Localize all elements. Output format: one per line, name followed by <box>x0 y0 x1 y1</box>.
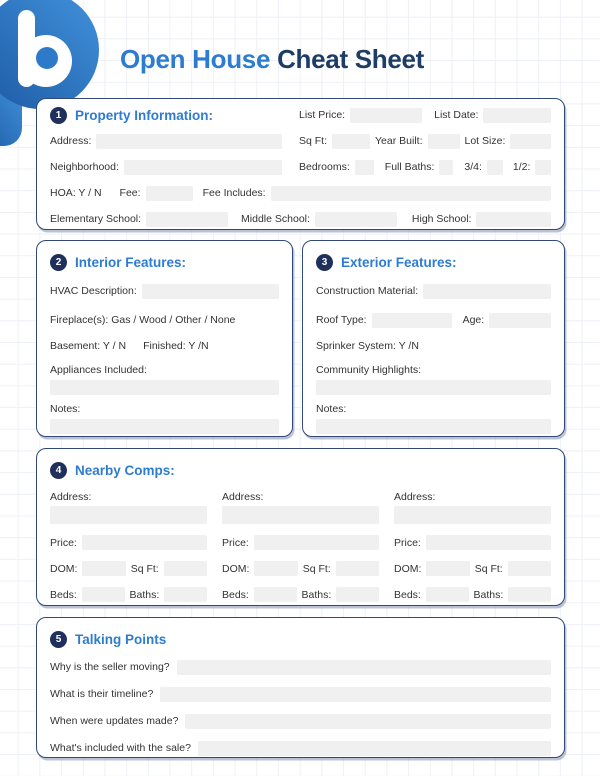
comp1-beds-label: Beds: <box>50 588 77 601</box>
comp3-price-label: Price: <box>394 536 421 549</box>
section-nearby-comps <box>36 448 565 606</box>
full-baths-label: Full Baths: <box>384 161 435 173</box>
exterior-notes-label: Notes: <box>316 403 347 415</box>
comp3-baths-field[interactable] <box>508 587 551 602</box>
comp1-baths-field[interactable] <box>164 587 207 602</box>
hvac-label: HVAC Description: <box>50 285 137 297</box>
three-quarter-baths-label: 3/4: <box>464 161 482 173</box>
comp1-sqft-field[interactable] <box>164 561 207 576</box>
page-title-accent: Open House <box>120 44 271 74</box>
fee-includes-field[interactable] <box>271 186 551 201</box>
full-baths-field[interactable] <box>439 160 453 175</box>
fee-includes-label: Fee Includes: <box>202 187 266 199</box>
fee-label: Fee: <box>119 187 141 199</box>
comp2-beds-label: Beds: <box>222 588 249 601</box>
comp2-address-field[interactable] <box>222 506 379 524</box>
year-built-label: Year Built: <box>375 135 423 147</box>
high-school-field[interactable] <box>476 212 551 227</box>
address-label: Address: <box>50 135 92 147</box>
comp1-address-label: Address: <box>50 491 92 503</box>
list-date-label: List Date: <box>434 109 479 121</box>
updates-question-label: When were updates made? <box>50 715 179 727</box>
middle-school-label: Middle School: <box>241 213 310 225</box>
roof-type-field[interactable] <box>372 313 452 328</box>
section-interior-features <box>36 240 293 437</box>
comp2-sqft-field[interactable] <box>336 561 379 576</box>
section4-number-badge: 4 <box>50 462 67 479</box>
neighborhood-label: Neighborhood: <box>50 161 119 173</box>
comp3-dom-label: DOM: <box>394 562 422 575</box>
appliances-field[interactable] <box>50 380 279 395</box>
list-date-field[interactable] <box>483 108 551 123</box>
roof-age-field[interactable] <box>489 313 551 328</box>
section5-title: Talking Points <box>75 631 167 647</box>
comp2-address-label: Address: <box>222 491 264 503</box>
comp1-price-field[interactable] <box>82 535 207 550</box>
section2-number-badge: 2 <box>50 254 67 271</box>
year-built-field[interactable] <box>428 134 460 149</box>
hoa-label: HOA: Y / N <box>50 187 102 199</box>
community-highlights-label: Community Highlights: <box>316 364 422 376</box>
sqft-label: Sq Ft: <box>299 135 328 147</box>
timeline-field[interactable] <box>160 687 551 702</box>
section-property-information <box>36 98 565 230</box>
section4-header <box>50 461 551 479</box>
construction-material-field[interactable] <box>423 284 551 299</box>
comp2-beds-field[interactable] <box>254 587 297 602</box>
comp-column-2 <box>222 491 379 602</box>
comp2-price-label: Price: <box>222 536 249 549</box>
address-field[interactable] <box>96 134 282 149</box>
comp3-sqft-label: Sq Ft: <box>474 562 503 575</box>
interior-notes-field[interactable] <box>50 419 279 434</box>
seller-moving-field[interactable] <box>177 660 551 675</box>
comp2-price-field[interactable] <box>254 535 379 550</box>
roof-age-label: Age: <box>462 314 485 326</box>
comp1-beds-field[interactable] <box>82 587 125 602</box>
section4-title: Nearby Comps: <box>75 462 175 478</box>
section2-title: Interior Features: <box>75 254 187 270</box>
page-title <box>120 44 424 75</box>
lot-size-field[interactable] <box>510 134 551 149</box>
exterior-notes-field[interactable] <box>316 419 551 434</box>
comp-column-1 <box>50 491 207 602</box>
comp1-baths-label: Baths: <box>129 588 160 601</box>
included-sale-question-label: What's included with the sale? <box>50 742 191 754</box>
bedrooms-field[interactable] <box>355 160 374 175</box>
section2-header <box>50 253 279 271</box>
comp1-sqft-label: Sq Ft: <box>130 562 159 575</box>
bedrooms-label: Bedrooms: <box>299 161 350 173</box>
section3-number-badge: 3 <box>316 254 333 271</box>
page-title-dark: Cheat Sheet <box>277 44 425 74</box>
comp-column-3 <box>394 491 551 602</box>
list-price-field[interactable] <box>350 108 422 123</box>
updates-field[interactable] <box>185 714 551 729</box>
comp1-price-label: Price: <box>50 536 77 549</box>
roof-type-label: Roof Type: <box>316 314 367 326</box>
comp3-beds-label: Beds: <box>394 588 421 601</box>
basement-finished-label: Finished: Y /N <box>143 340 209 352</box>
community-highlights-field[interactable] <box>316 380 551 395</box>
comp3-sqft-field[interactable] <box>508 561 551 576</box>
sqft-field[interactable] <box>332 134 370 149</box>
elementary-school-label: Elementary School: <box>50 213 142 225</box>
section5-number-badge: 5 <box>50 631 67 648</box>
half-baths-field[interactable] <box>535 160 551 175</box>
section1-header <box>50 106 213 124</box>
included-sale-field[interactable] <box>198 741 551 756</box>
comp2-baths-field[interactable] <box>336 587 379 602</box>
section-talking-points <box>36 617 565 758</box>
interior-notes-label: Notes: <box>50 403 81 415</box>
comp3-dom-field[interactable] <box>426 561 469 576</box>
list-price-label: List Price: <box>299 109 346 121</box>
hvac-field[interactable] <box>142 284 279 299</box>
sprinkler-system-label: Sprinker System: Y /N <box>316 340 419 352</box>
section-exterior-features <box>302 240 565 437</box>
comp1-dom-label: DOM: <box>50 562 78 575</box>
high-school-label: High School: <box>411 213 472 225</box>
comp2-sqft-label: Sq Ft: <box>302 562 331 575</box>
comp3-address-field[interactable] <box>394 506 551 524</box>
section1-title: Property Information: <box>75 107 214 123</box>
fee-field[interactable] <box>146 186 193 201</box>
construction-material-label: Construction Material: <box>316 285 419 297</box>
timeline-question-label: What is their timeline? <box>50 688 154 700</box>
comp2-dom-label: DOM: <box>222 562 250 575</box>
appliances-label: Appliances Included: <box>50 364 147 376</box>
half-baths-label: 1/2: <box>512 161 531 173</box>
section3-header <box>316 253 551 271</box>
comp2-baths-label: Baths: <box>301 588 332 601</box>
comp3-beds-field[interactable] <box>426 587 469 602</box>
comp3-address-label: Address: <box>394 491 436 503</box>
middle-school-field[interactable] <box>315 212 397 227</box>
comp1-address-field[interactable] <box>50 506 207 524</box>
comp2-dom-field[interactable] <box>254 561 297 576</box>
basement-label: Basement: Y / N <box>50 340 127 352</box>
elementary-school-field[interactable] <box>146 212 228 227</box>
three-quarter-baths-field[interactable] <box>487 160 503 175</box>
section3-title: Exterior Features: <box>341 254 457 270</box>
seller-moving-question-label: Why is the seller moving? <box>50 661 170 673</box>
comp3-baths-label: Baths: <box>473 588 504 601</box>
section1-number-badge: 1 <box>50 107 67 124</box>
comp3-price-field[interactable] <box>426 535 551 550</box>
comp1-dom-field[interactable] <box>82 561 125 576</box>
section5-header <box>50 630 551 648</box>
fireplace-label: Fireplace(s): Gas / Wood / Other / None <box>50 314 236 326</box>
lot-size-label: Lot Size: <box>464 135 506 147</box>
neighborhood-field[interactable] <box>124 160 282 175</box>
